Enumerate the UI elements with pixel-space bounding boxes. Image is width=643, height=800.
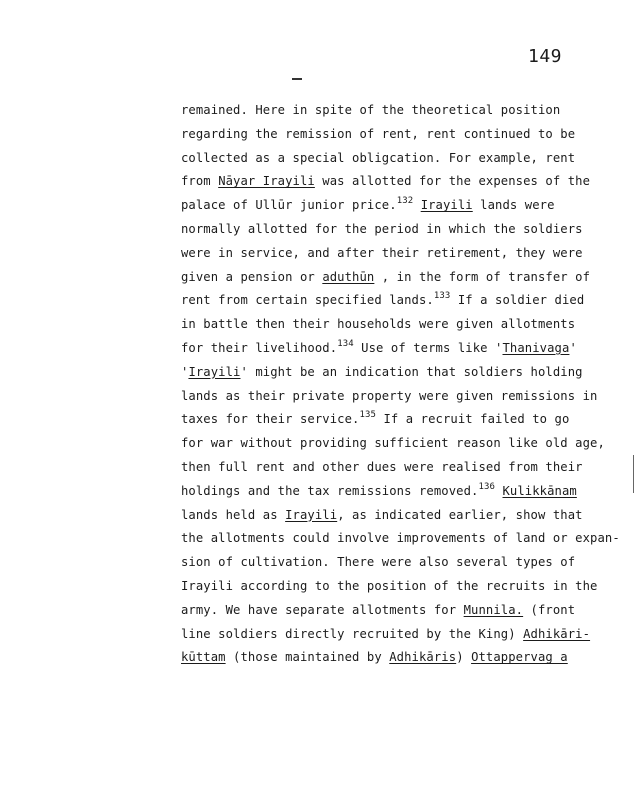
footnote-ref: 135 xyxy=(359,410,377,421)
text-segment: , as indicated earlier, show that xyxy=(337,507,583,522)
text-segment: sion of cultivation. There were also several types of xyxy=(181,555,576,570)
footnote-ref: 133 xyxy=(433,291,451,302)
text-segment: holdings and the tax remissions removed. xyxy=(181,483,479,498)
text-line xyxy=(181,480,601,504)
footnote-ref: 136 xyxy=(478,481,496,492)
underlined-term: Irayili xyxy=(285,507,338,522)
text-line xyxy=(181,123,601,147)
text-line xyxy=(181,99,601,123)
text-line xyxy=(181,623,601,647)
text-line xyxy=(181,242,601,266)
text-line xyxy=(181,266,601,290)
text-segment: If a soldier died xyxy=(450,293,585,308)
text-segment: ) xyxy=(456,650,472,665)
text-segment: ' xyxy=(181,364,189,379)
text-segment: Irayili according to the position of the recruits in the xyxy=(181,578,598,593)
page-number: 149 xyxy=(528,46,563,67)
footnote-ref: 134 xyxy=(337,338,354,349)
text-line xyxy=(181,170,601,194)
text-segment: (those maintained by xyxy=(225,650,390,665)
text-line xyxy=(181,504,601,528)
text-line xyxy=(181,337,601,361)
text-line xyxy=(181,432,605,456)
text-segment: from xyxy=(181,174,219,189)
underlined-term: Irayili xyxy=(188,364,241,379)
text-line xyxy=(181,289,601,313)
underlined-term: kūttam xyxy=(181,650,226,665)
margin-mark xyxy=(633,455,634,493)
text-line xyxy=(181,527,620,551)
body-text xyxy=(181,99,620,670)
text-segment: was allotted for the expenses of the xyxy=(314,174,591,189)
text-segment: were in service, and after their retirement, they were xyxy=(181,245,583,260)
text-segment: regarding the remission of rent, rent continued to be xyxy=(181,126,576,141)
text-line xyxy=(181,646,601,670)
text-segment: taxes for their service. xyxy=(181,412,360,427)
text-line xyxy=(181,551,601,575)
text-line xyxy=(181,599,601,623)
underlined-term: Kulikkānam xyxy=(502,483,577,498)
text-segment: , in the form of transfer of xyxy=(374,269,591,284)
text-segment xyxy=(413,198,420,212)
underlined-term: Thanivaga xyxy=(502,340,570,355)
text-segment: If a recruit failed to go xyxy=(376,412,570,427)
underlined-term: Ottappervag a xyxy=(471,650,568,665)
text-line xyxy=(181,385,601,409)
text-segment: the allotments could involve improvements of land or expan- xyxy=(181,531,620,546)
footnote-ref: 132 xyxy=(396,196,414,207)
text-segment: lands held as xyxy=(181,507,286,522)
text-segment: ' xyxy=(569,340,577,355)
text-segment: rent from certain specified lands. xyxy=(181,293,434,308)
text-segment: collected as a special obligcation. For example, rent xyxy=(181,150,576,165)
text-line xyxy=(181,194,601,218)
text-segment: then full rent and other dues were realised from their xyxy=(181,459,583,474)
text-segment: for war without providing sufficient reason like old age, xyxy=(181,436,605,451)
underlined-term: Munnila. xyxy=(463,602,524,617)
text-segment: remained. Here in spite of the theoretical position xyxy=(181,103,561,117)
text-segment: palace of Ullūr junior price. xyxy=(181,198,397,213)
underlined-term: aduthūn xyxy=(322,269,375,284)
underlined-term: Nāyar Irayili xyxy=(218,174,315,189)
text-segment: army. We have separate allotments for xyxy=(181,602,464,617)
text-segment: lands as their private property were given remissions in xyxy=(181,388,598,403)
text-segment: Use of terms like ' xyxy=(353,340,503,355)
underlined-term: Adhikāri- xyxy=(523,626,591,641)
text-line xyxy=(181,575,601,599)
text-segment: line soldiers directly recruited by the King) xyxy=(181,626,524,641)
text-line xyxy=(181,361,601,385)
text-segment: normally allotted for the period in which the soldiers xyxy=(181,221,583,236)
ink-mark xyxy=(292,78,302,80)
text-segment: lands were xyxy=(472,198,555,213)
text-segment: in battle then their households were given allotments xyxy=(181,317,576,332)
text-line xyxy=(181,218,601,242)
text-segment: given a pension or xyxy=(181,269,323,284)
text-segment: (front xyxy=(523,602,576,617)
text-segment xyxy=(495,484,502,498)
text-segment: ' might be an indication that soldiers holding xyxy=(240,364,583,379)
underlined-term: Irayili xyxy=(420,198,473,213)
text-line xyxy=(181,313,601,337)
text-line xyxy=(181,408,601,432)
text-line xyxy=(181,147,601,171)
underlined-term: Adhikāris xyxy=(389,650,457,665)
text-line xyxy=(181,456,601,480)
text-segment: for their livelihood. xyxy=(181,340,338,355)
